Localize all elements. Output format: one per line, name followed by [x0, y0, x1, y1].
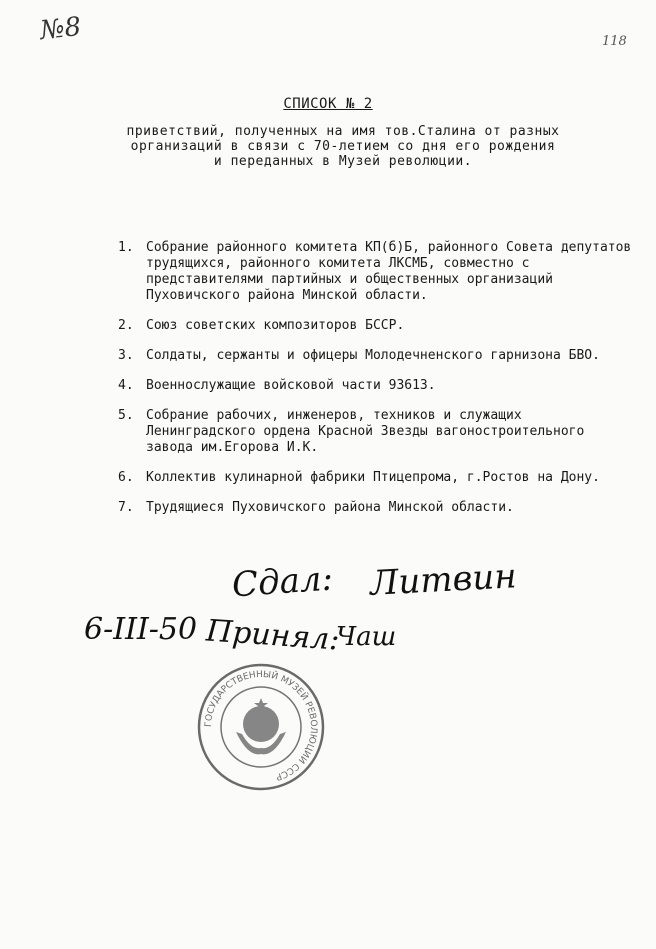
item-text: Собрание рабочих, инженеров, техников и служащих Ленинградского ордена Красной Звезды вагоностроительного завода им.Егорова И.К.: [146, 408, 585, 455]
item-text: Солдаты, сержанты и офицеры Молодечненского гарнизона БВО.: [146, 348, 600, 363]
greetings-list: [118, 240, 638, 530]
item-number: 5.: [118, 408, 134, 423]
archive-number: №8: [38, 11, 83, 47]
list-item: [118, 470, 638, 486]
item-number: 3.: [118, 348, 134, 363]
document-title: СПИСОК № 2: [283, 96, 373, 112]
handed-over-signature: Литвин: [369, 556, 518, 604]
list-item: [118, 500, 638, 516]
handed-over-label: Сдал:: [230, 558, 335, 606]
emblem-icon: [236, 698, 286, 754]
subtitle-line: организаций в связи с 70-летием со дня его рождения: [130, 139, 556, 154]
stamp-ring-text: ГОСУДАРСТВЕННЫЙ МУЗЕЙ РЕВОЛЮЦИИ СССР: [203, 669, 319, 782]
list-item: [118, 318, 638, 334]
list-item: [118, 378, 638, 394]
item-text: Союз советских композиторов БССР.: [146, 318, 405, 333]
list-item: [118, 408, 638, 456]
list-item: [118, 240, 638, 304]
list-item: [118, 348, 638, 364]
handwritten-date: 6-III-50: [84, 612, 198, 647]
item-text: Коллектив кулинарной фабрики Птицепрома, г.Ростов на Дону.: [146, 470, 600, 485]
round-stamp: [196, 662, 326, 792]
subtitle-line: и переданных в Музей революции.: [213, 154, 473, 169]
sheet-number: 118: [602, 34, 627, 49]
subtitle-line: приветствий, полученных на имя тов.Сталина от разных: [126, 124, 560, 139]
item-text: Военнослужащие войсковой части 93613.: [146, 378, 436, 393]
item-number: 2.: [118, 318, 134, 333]
item-number: 1.: [118, 240, 134, 255]
item-number: 7.: [118, 500, 134, 515]
item-number: 6.: [118, 470, 134, 485]
item-text: Трудящиеся Пуховичского района Минской области.: [146, 500, 514, 515]
document-subtitle: [0, 124, 656, 169]
item-text: Собрание районного комитета КП(б)Б, районного Совета депутатов трудящихся, районного комитета ЛКСМБ, совместно с представителями партийных и общественных организаций Пуховичского района Минской области.: [146, 240, 632, 303]
item-number: 4.: [118, 378, 134, 393]
received-signature: Чаш: [336, 622, 397, 652]
received-label: Принял:: [204, 613, 341, 658]
